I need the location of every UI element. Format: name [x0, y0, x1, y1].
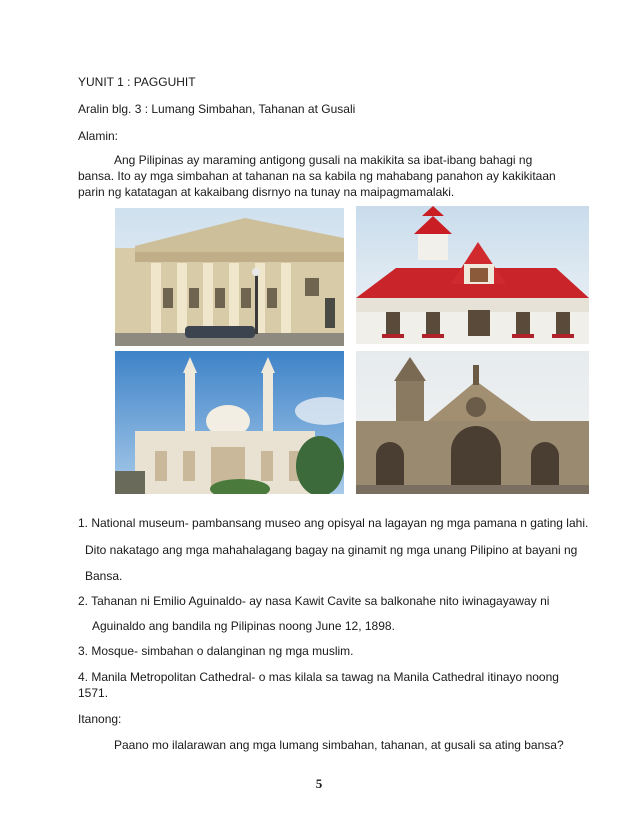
- item-manila-cathedral: 4. Manila Metropolitan Cathedral- o mas kilala sa tawag na Manila Cathedral itinayo noong: [78, 670, 559, 684]
- page-number: 5: [315, 776, 323, 791]
- mosque-photo: [115, 351, 344, 494]
- ask-heading: Itanong:: [78, 712, 122, 726]
- learn-heading: Alamin:: [78, 129, 119, 143]
- question-text: Paano mo ilalarawan ang mga lumang simbahan, tahanan, at gusali sa ating bansa?: [114, 738, 564, 752]
- lesson-title: Aralin blg. 3 : Lumang Simbahan, Tahanan at Gusali: [78, 102, 356, 116]
- item-manila-cathedral-cont: 1571.: [78, 686, 109, 700]
- aguinaldo-shrine-photo: [356, 206, 589, 344]
- item-national-museum-cont-1: Dito nakatago ang mga mahahalagang bagay na ginamit ng mga unang Pilipino at bayani ng: [85, 543, 578, 557]
- national-museum-photo: [115, 208, 344, 346]
- item-national-museum: 1. National museum- pambansang museo ang opisyal na lagayan ng mga pamana n gating lahi.: [78, 516, 589, 530]
- item-mosque: 3. Mosque- simbahan o dalanginan ng mga muslim.: [78, 644, 354, 658]
- intro-paragraph: [78, 152, 558, 200]
- item-aguinaldo-house-cont: Aguinaldo ang bandila ng Pilipinas noong June 12, 1898.: [92, 619, 395, 633]
- intro-text: Ang Pilipinas ay maraming antigong gusali na makikita sa ibat-ibang bahagi ng bansa. Ito ay mga simbahan at tahanan na sa kabila ng mahabang panahon ay kakikitaan parin ng katatagan at kakaibang disrnyo na tunay na maipagmamalaki.: [78, 153, 556, 199]
- item-aguinaldo-house: 2. Tahanan ni Emilio Aguinaldo- ay nasa Kawit Cavite sa balkonahe nito iwinagayaway ni: [78, 594, 550, 608]
- item-national-museum-cont-2: Bansa.: [85, 569, 123, 583]
- manila-cathedral-photo: [356, 351, 589, 494]
- unit-title: YUNIT 1 : PAGGUHIT: [78, 75, 196, 89]
